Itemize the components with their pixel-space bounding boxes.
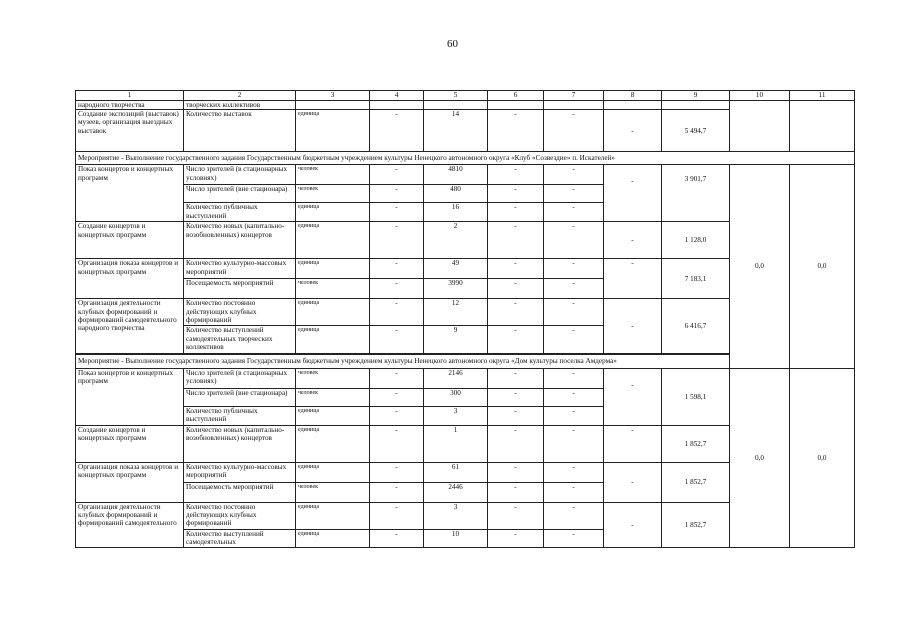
cell-indicator: Посещаемость мероприятий xyxy=(184,279,296,299)
cell-value: 2146 xyxy=(424,368,488,388)
cell-value: - xyxy=(604,165,662,222)
column-header: 6 xyxy=(488,91,544,101)
cell-value: - xyxy=(370,185,424,203)
cell-activity: Создание концертов и концертных программ xyxy=(76,222,184,259)
cell-value: - xyxy=(544,165,604,185)
cell-indicator: Число зрителей (в стационарных условиях) xyxy=(184,165,296,185)
cell-value: - xyxy=(370,462,424,482)
section-title: Мероприятие - Выполнение государственного задания Государственным бюджетным учреждением культуры Ненецкого автономного округа «Дом культуры поселка Амдерма» xyxy=(76,355,855,368)
cell-value: - xyxy=(544,368,604,388)
cell-value: - xyxy=(370,388,424,406)
cell-unit: единица xyxy=(296,259,370,279)
cell-value: 1 xyxy=(424,425,488,462)
column-header: 11 xyxy=(790,91,855,101)
cell-value: - xyxy=(604,110,662,152)
cell-indicator: творческих коллективов xyxy=(184,101,296,110)
cell-col10: 0,0 xyxy=(730,165,790,368)
cell-amount: 1 852,7 xyxy=(662,462,730,502)
cell-value: - xyxy=(604,502,662,547)
cell-value: - xyxy=(488,368,544,388)
cell-value: - xyxy=(544,482,604,502)
cell-value: - xyxy=(544,425,604,462)
section-header xyxy=(76,152,855,165)
cell-value: - xyxy=(370,482,424,502)
column-header: 1 xyxy=(76,91,184,101)
cell-activity: Организация показа концертов и концертных программ xyxy=(76,259,184,299)
cell-indicator: Число зрителей (вне стационара) xyxy=(184,388,296,406)
cell-value: - xyxy=(370,165,424,185)
cell-amount: 5 494,7 xyxy=(662,110,730,152)
cell-value: - xyxy=(370,425,424,462)
cell-value: - xyxy=(488,259,544,279)
cell-value: - xyxy=(488,185,544,203)
cell-value: - xyxy=(370,326,424,354)
cell-value: - xyxy=(370,502,424,529)
cell-amount: 6 416,7 xyxy=(662,299,730,354)
cell-unit: единица xyxy=(296,462,370,482)
cell-value: - xyxy=(370,259,424,279)
cell-indicator: Количество постоянно действующих клубных формирований xyxy=(184,502,296,529)
cell-value: - xyxy=(604,299,662,354)
cell-unit: единица xyxy=(296,110,370,152)
cell-unit: единица xyxy=(296,222,370,259)
cell-value: 61 xyxy=(424,462,488,482)
cell-value: 3 xyxy=(424,502,488,529)
cell-indicator: Количество новых (капитально-возобновленных) концертов xyxy=(184,222,296,259)
cell-value: - xyxy=(370,279,424,299)
cell-value: - xyxy=(370,406,424,425)
cell-value: 480 xyxy=(424,185,488,203)
cell-value: - xyxy=(488,165,544,185)
cell-value: - xyxy=(370,222,424,259)
cell-value: - xyxy=(370,368,424,388)
cell-value: - xyxy=(488,388,544,406)
cell-value: - xyxy=(544,529,604,547)
cell-indicator: Посещаемость мероприятий xyxy=(184,482,296,502)
column-number-row xyxy=(76,91,855,101)
cell-indicator: Количество культурно-массовых мероприятий xyxy=(184,462,296,482)
cell-value: - xyxy=(488,222,544,259)
cell-value: - xyxy=(488,462,544,482)
cell-value: - xyxy=(370,529,424,547)
cell-activity: Создание концертов и концертных программ xyxy=(76,425,184,462)
cell-indicator: Количество выставок xyxy=(184,110,296,152)
cell-value: - xyxy=(488,110,544,152)
cell-unit: единица xyxy=(296,326,370,354)
column-header: 8 xyxy=(604,91,662,101)
cell-unit: человек xyxy=(296,482,370,502)
column-header: 5 xyxy=(424,91,488,101)
section-title: Мероприятие - Выполнение государственного задания Государственным бюджетным учреждением культуры Ненецкого автономного округа «Клуб «Созвездие» п. Искателей» xyxy=(76,152,855,165)
cell-value: - xyxy=(544,222,604,259)
cell-value: 3990 xyxy=(424,279,488,299)
cell-value: 2 xyxy=(424,222,488,259)
cell-activity: Показ концертов и концертных программ xyxy=(76,368,184,425)
cell-value: 2446 xyxy=(424,482,488,502)
cell-amount: 1 852,7 xyxy=(662,502,730,547)
cell-activity: Организация показа концертов и концертных программ xyxy=(76,462,184,502)
cell-value: 9 xyxy=(424,326,488,354)
cell-value: - xyxy=(488,482,544,502)
cell-value: - xyxy=(544,185,604,203)
cell-unit: единица xyxy=(296,502,370,529)
cell-unit: человек xyxy=(296,165,370,185)
cell-value: - xyxy=(488,425,544,462)
cell-activity: Организация деятельности клубных формирований и формирований самодеятельного народного творчества xyxy=(76,299,184,354)
cell-activity: Создание экспозиций (выставок) музеев, организация выездных выставок xyxy=(76,110,184,152)
column-header: 10 xyxy=(730,91,790,101)
cell-indicator: Количество публичных выступлений xyxy=(184,406,296,425)
cell-indicator: Количество культурно-массовых мероприятий xyxy=(184,259,296,279)
cell-value: 4810 xyxy=(424,165,488,185)
cell-value: - xyxy=(544,502,604,529)
cell-value: - xyxy=(488,299,544,326)
cell-value: - xyxy=(544,462,604,482)
cell-value: - xyxy=(604,425,662,462)
cell-indicator: Количество публичных выступлений xyxy=(184,203,296,222)
cell-value: - xyxy=(370,299,424,326)
cell-value: - xyxy=(488,203,544,222)
cell-col11: 0,0 xyxy=(790,368,855,547)
cell-unit: единица xyxy=(296,299,370,326)
cell-amount: 1 852,7 xyxy=(662,425,730,462)
table-row xyxy=(76,165,855,185)
cell-value: - xyxy=(544,259,604,279)
cell-indicator: Число зрителей (вне стационара) xyxy=(184,185,296,203)
cell-value: - xyxy=(544,299,604,326)
cell-activity: Показ концертов и концертных программ xyxy=(76,165,184,222)
cell-unit: человек xyxy=(296,388,370,406)
cell-value: - xyxy=(604,222,662,259)
column-header: 3 xyxy=(296,91,370,101)
cell-value: 49 xyxy=(424,259,488,279)
cell-value: - xyxy=(488,529,544,547)
cell-unit: единица xyxy=(296,425,370,462)
cell-value: - xyxy=(488,406,544,425)
column-header: 9 xyxy=(662,91,730,101)
cell-col10: 0,0 xyxy=(730,368,790,547)
cell-activity: народного творчества xyxy=(76,101,184,110)
cell-unit: единица xyxy=(296,203,370,222)
table-row xyxy=(76,368,855,388)
cell-amount: 1 598,1 xyxy=(662,368,730,425)
program-table xyxy=(75,90,855,548)
cell-amount: 3 901,7 xyxy=(662,165,730,222)
cell-value: 16 xyxy=(424,203,488,222)
cell-value: - xyxy=(544,279,604,299)
cell-unit: единица xyxy=(296,406,370,425)
cell-indicator: Число зрителей (в стационарных условиях) xyxy=(184,368,296,388)
page-number: 60 xyxy=(447,38,458,50)
cell-value: - xyxy=(544,326,604,354)
cell-unit: человек xyxy=(296,279,370,299)
cell-value: 300 xyxy=(424,388,488,406)
cell-value: - xyxy=(488,502,544,529)
cell-value: 12 xyxy=(424,299,488,326)
cell-value: - xyxy=(604,259,662,299)
cell-value: - xyxy=(370,110,424,152)
cell-indicator: Количество выступлений самодеятельных xyxy=(184,529,296,547)
cell-col11: 0,0 xyxy=(790,165,855,368)
cell-value: - xyxy=(544,110,604,152)
program-table-container xyxy=(75,90,854,548)
cell-value: 3 xyxy=(424,406,488,425)
cell-indicator: Количество новых (капитально-возобновленных) концертов xyxy=(184,425,296,462)
cell-unit: человек xyxy=(296,185,370,203)
cell-indicator: Количество постоянно действующих клубных формирований xyxy=(184,299,296,326)
column-header: 2 xyxy=(184,91,296,101)
table-row xyxy=(76,101,855,110)
column-header: 4 xyxy=(370,91,424,101)
cell-value: - xyxy=(544,388,604,406)
section-header xyxy=(76,355,855,368)
column-header: 7 xyxy=(544,91,604,101)
cell-value: 10 xyxy=(424,529,488,547)
cell-value: 14 xyxy=(424,110,488,152)
cell-value: - xyxy=(544,203,604,222)
cell-unit: единица xyxy=(296,529,370,547)
cell-indicator: Количество выступлений самодеятельных творческих коллективов xyxy=(184,326,296,354)
cell-value: - xyxy=(604,462,662,502)
cell-unit: человек xyxy=(296,368,370,388)
cell-amount: 7 183,1 xyxy=(662,259,730,299)
cell-value: - xyxy=(544,406,604,425)
cell-value: - xyxy=(604,368,662,425)
cell-value: - xyxy=(488,326,544,354)
cell-value: - xyxy=(370,203,424,222)
cell-activity: Организация деятельности клубных формирований и формирований самодеятельного xyxy=(76,502,184,547)
cell-amount: 1 128,0 xyxy=(662,222,730,259)
cell-value: - xyxy=(488,279,544,299)
